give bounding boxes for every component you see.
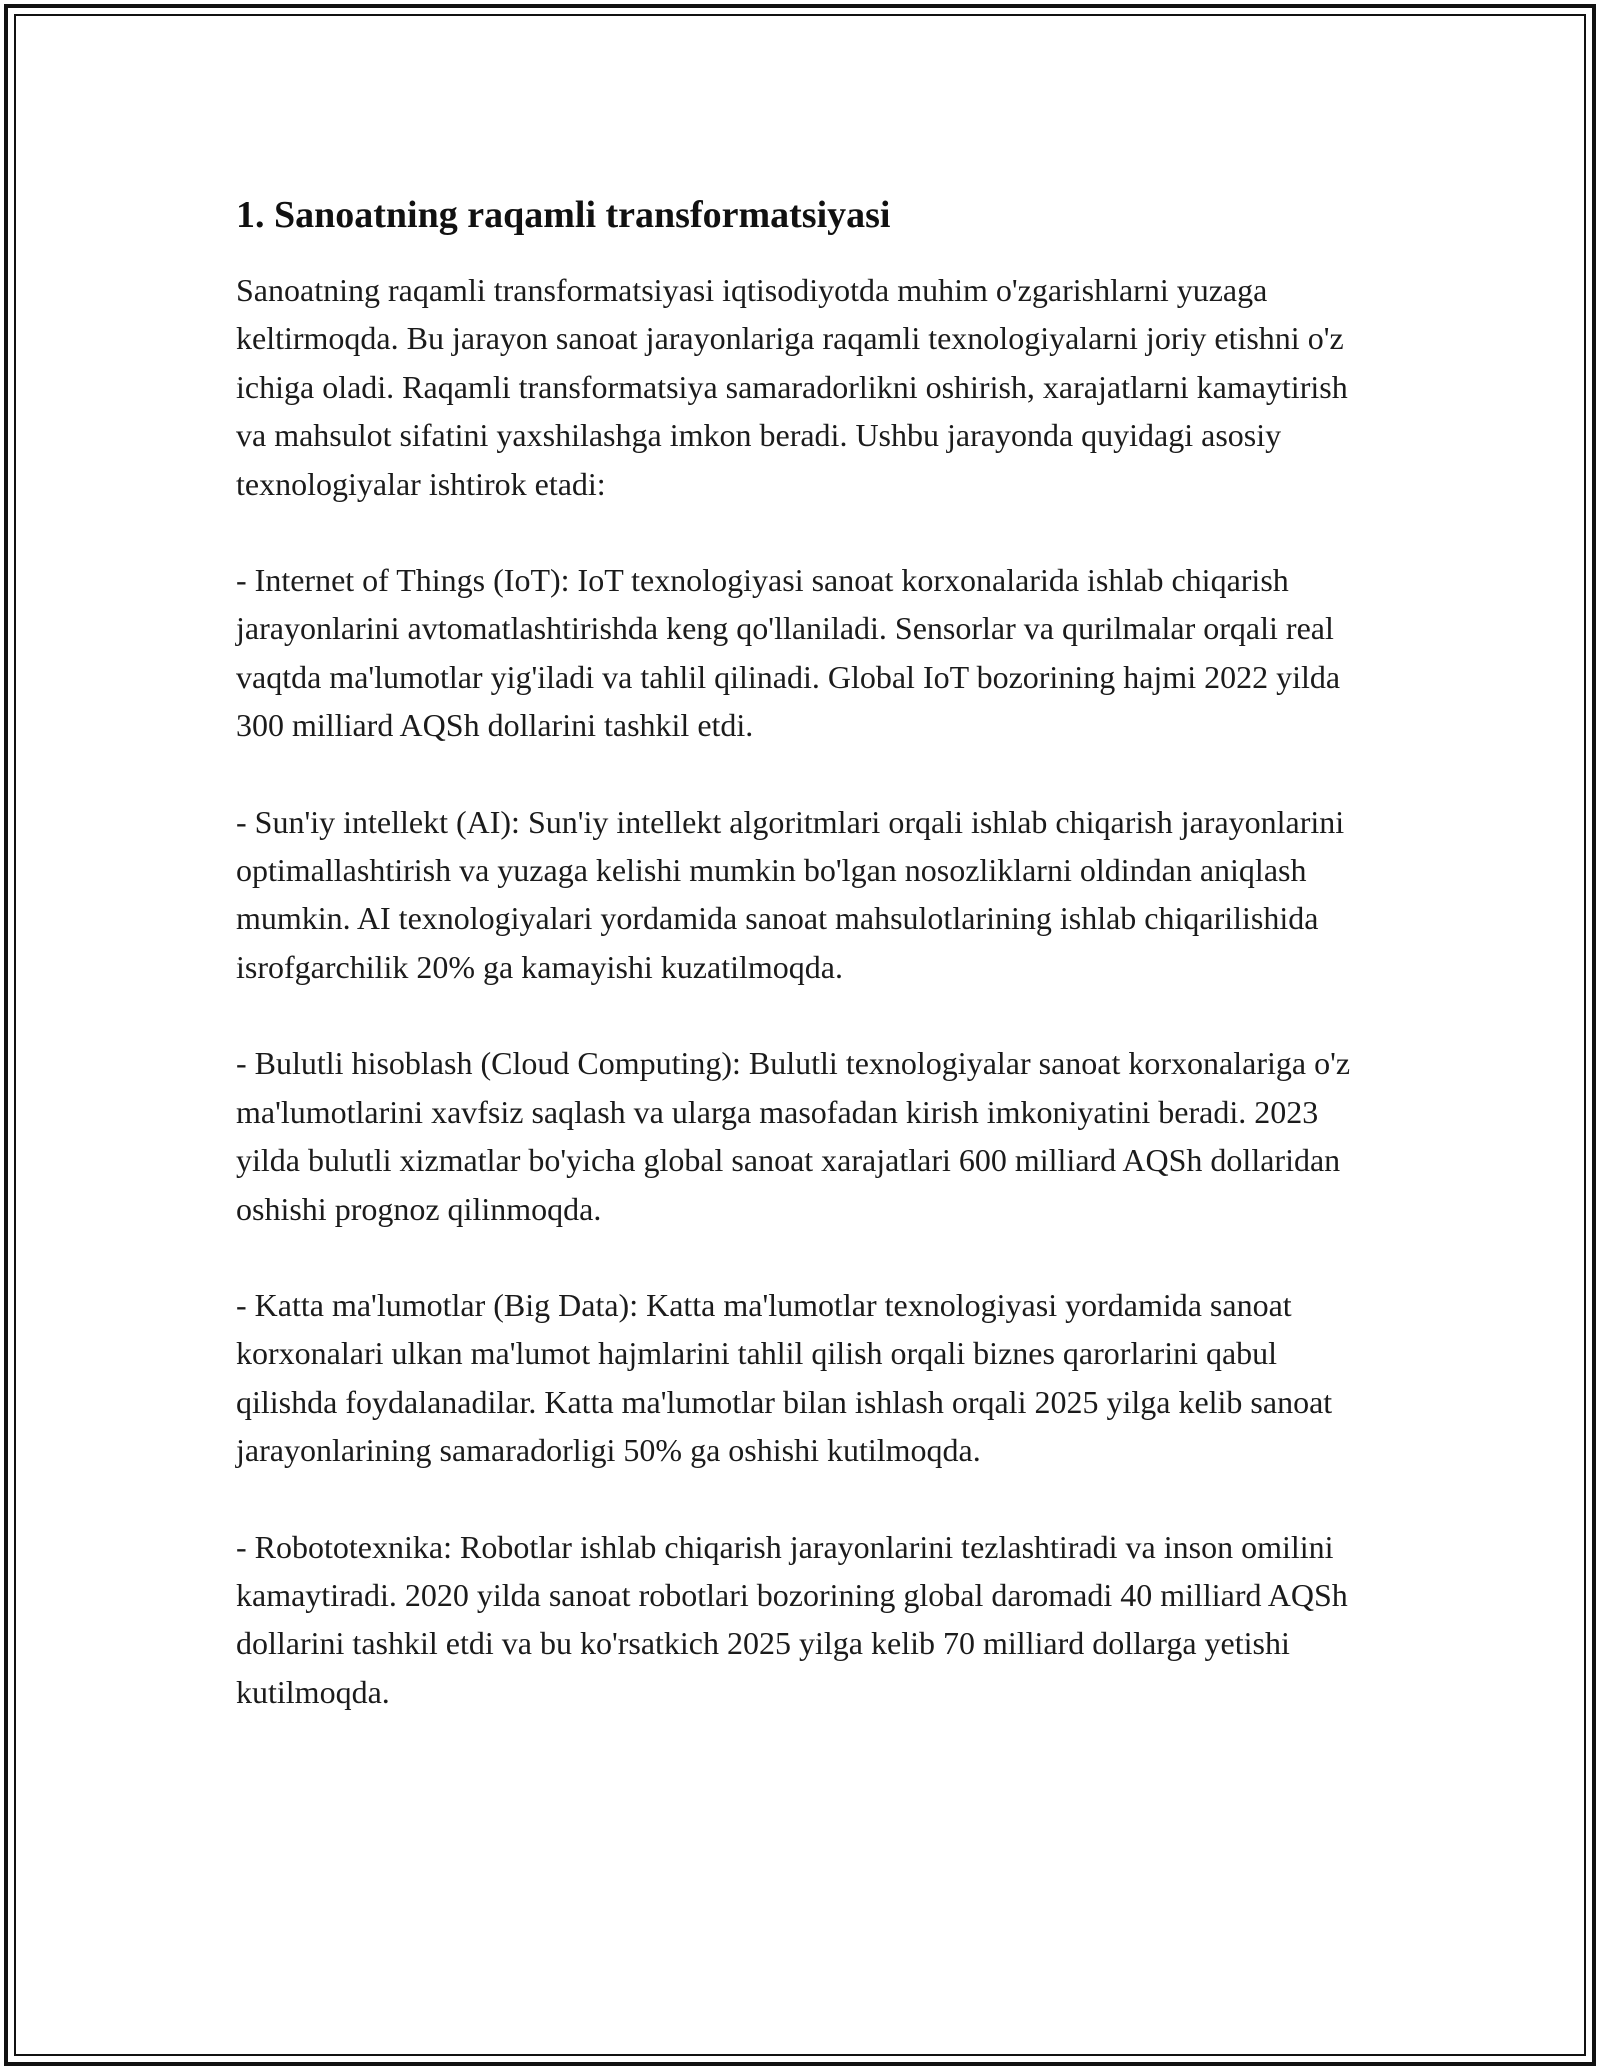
intro-paragraph: Sanoatning raqamli transformatsiyasi iqtisodiyotda muhim o'zgarishlarni yuzaga keltirmoqda. Bu jarayon sanoat jarayonlariga raqamli texnologiyalarni joriy etishni o'z ichiga oladi. Raqamli transformatsiya samaradorlikni oshirish, xarajatlarni kamaytirish va mahsulot sifatini yaxshilashga imkon beradi. Ushbu jarayonda quyidagi asosiy texnologiyalar ishtirok etadi:	[236, 272, 1348, 502]
cloud-computing-paragraph: - Bulutli hisoblash (Cloud Computing): Bulutli texnologiyalar sanoat korxonalariga o'z ma'lumotlarini xavfsiz saqlash va ularga masofadan kirish imkoniyatini beradi. 2023 yilda bulutli xizmatlar bo'yicha global sanoat xarajatlari 600 milliard AQSh dollaridan oshishi prognoz qilinmoqda.	[236, 1045, 1351, 1227]
document-body	[236, 190, 1371, 1716]
robotics-paragraph: - Robototexnika: Robotlar ishlab chiqarish jarayonlarini tezlashtiradi va inson omilini kamaytiradi. 2020 yilda sanoat robotlari bozorining global daromadi 40 milliard AQSh dollarini tashkil etdi va bu ko'rsatkich 2025 yilga kelib 70 milliard dollarga yetishi kutilmoqda.	[236, 1528, 1348, 1710]
iot-paragraph: - Internet of Things (IoT): IoT texnologiyasi sanoat korxonalarida ishlab chiqarish jarayonlarini avtomatlashtirishda keng qo'llaniladi. Sensorlar va qurilmalar orqali real vaqtda ma'lumotlar yig'iladi va tahlil qilinadi. Global IoT bozorining hajmi 2022 yilda 300 milliard AQSh dollarini tashkil etdi.	[236, 562, 1341, 744]
big-data-paragraph: - Katta ma'lumotlar (Big Data): Katta ma'lumotlar texnologiyasi yordamida sanoat korxonalari ulkan ma'lumot hajmlarini tahlil qilish orqali biznes qarorlarini qabul qilishda foydalanadilar. Katta ma'lumotlar bilan ishlash orqali 2025 yilga kelib sanoat jarayonlarining samaradorligi 50% ga oshishi kutilmoqda.	[236, 1286, 1333, 1469]
ai-paragraph: - Sun'iy intellekt (AI): Sun'iy intellekt algoritmlari orqali ishlab chiqarish jarayonlarini optimallashtirish va yuzaga kelishi mumkin bo'lgan nosozliklarni oldindan aniqlash mumkin. AI texnologiyalari yordamida sanoat mahsulotlarining ishlab chiqarilishida isrofgarchilik 20% ga kamayishi kuzatilmoqda.	[236, 803, 1345, 985]
section-heading: 1. Sanoatning raqamli transformatsiyasi	[236, 194, 891, 236]
